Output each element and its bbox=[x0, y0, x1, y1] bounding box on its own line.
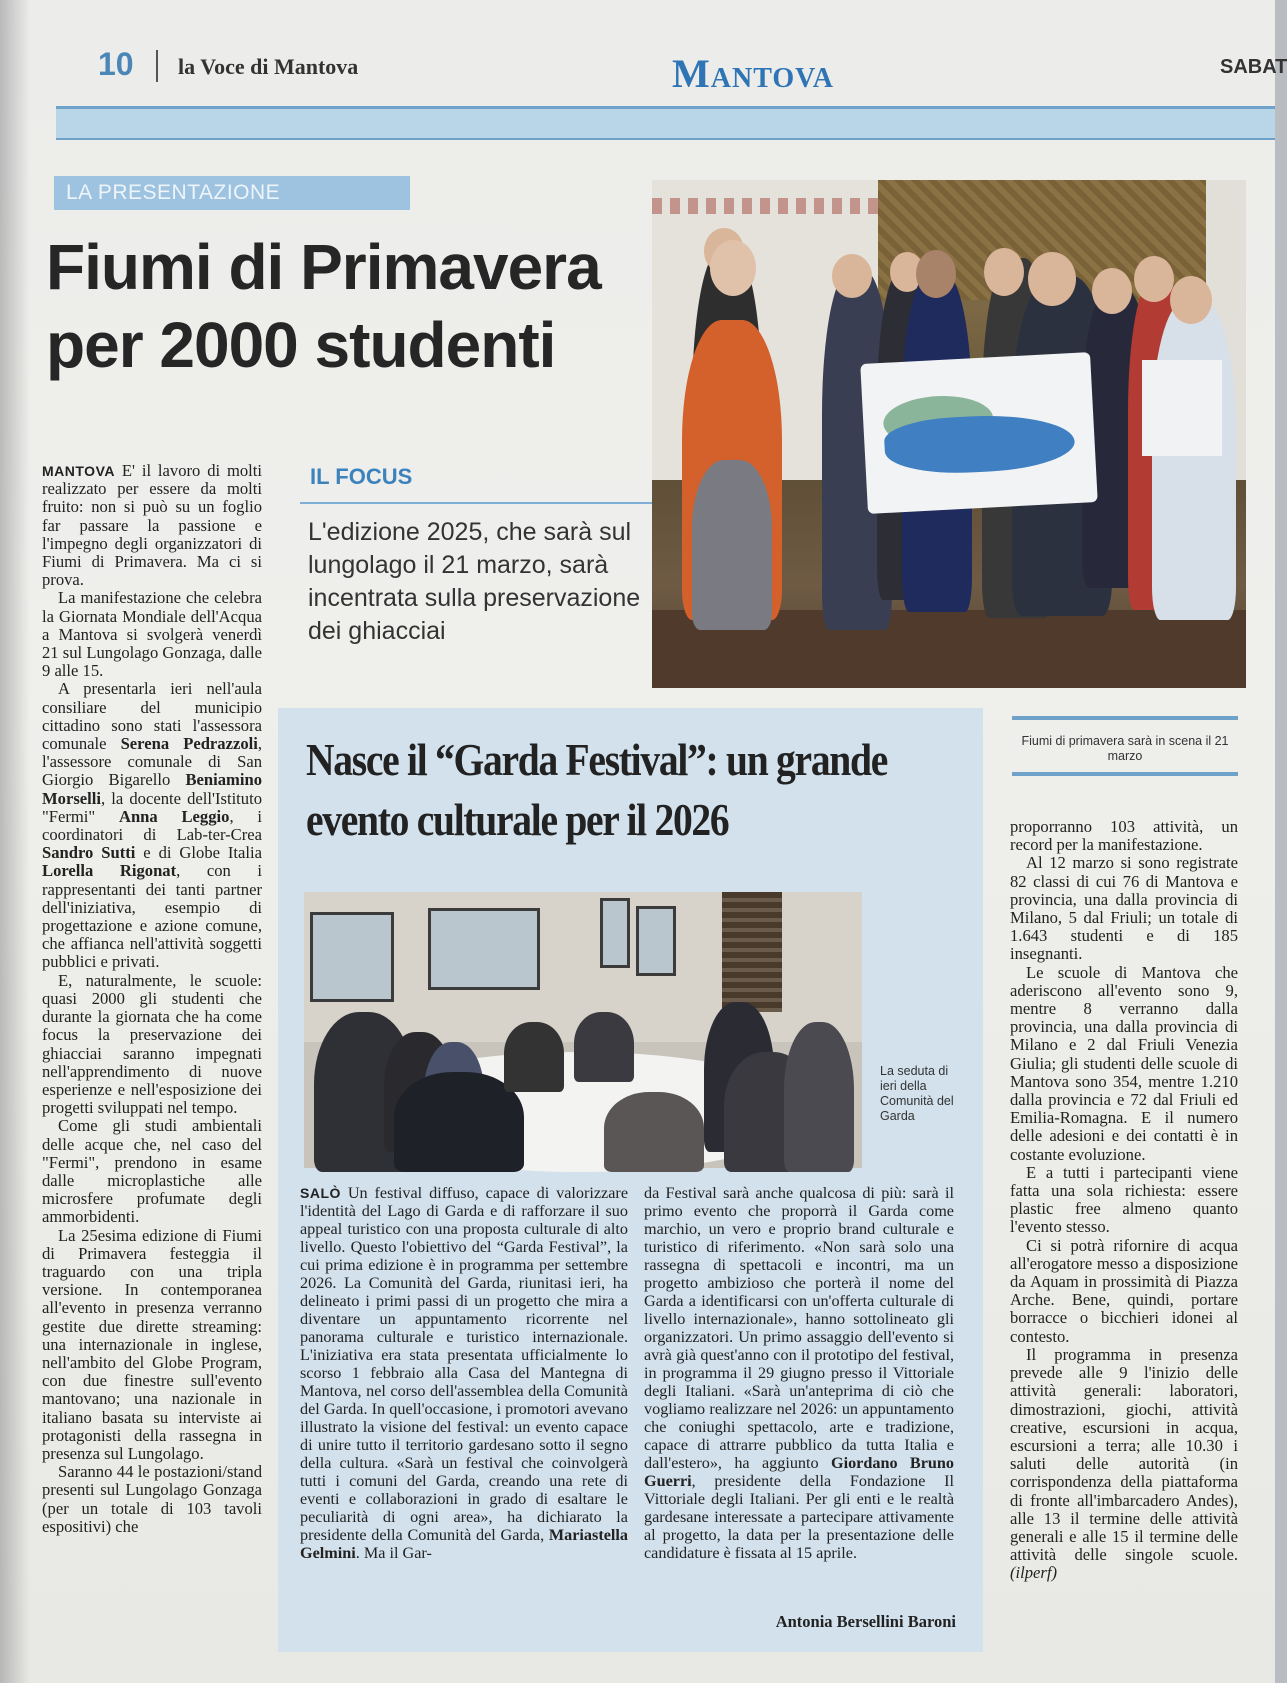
person-head bbox=[710, 240, 756, 296]
meeting-photo bbox=[304, 892, 862, 1168]
text-run: , presidente della Fondazione Il Vittoriale degli Italiani. Per gli enti e le realtà gardesane interessate a partecipare attivamente al progetto, la data per la presentazione delle candidature è fissata al 15 aprile. bbox=[644, 1472, 954, 1562]
dateline: MANTOVA bbox=[42, 463, 115, 479]
headline-line-2: per 2000 studenti bbox=[46, 309, 556, 381]
paragraph bbox=[300, 1184, 628, 1562]
paragraph: Ci si potrà rifornire di acqua all'erogatore messo a disposizione da Aquam in prossimità di Piazza Arche. Bene, quindi, portare borracce o bicchieri idonei al contesto. bbox=[1010, 1235, 1238, 1346]
newspaper-name: la Voce di Mantova bbox=[178, 54, 359, 79]
person bbox=[784, 1022, 854, 1172]
person-head bbox=[1028, 252, 1076, 306]
person-head bbox=[1092, 268, 1132, 314]
person bbox=[504, 1022, 564, 1092]
wall-map bbox=[600, 898, 630, 968]
paragraph: La manifestazione che celebra la Giornata Mondiale dell'Acqua a Mantova si svolgerà venerdì 21 sul Lungolago Gonzaga, dalle 9 alle 15. bbox=[42, 588, 262, 681]
paragraph: E a tutti i partecipanti viene fatta una sola richiesta: essere plastic free almeno quanto l'evento stesso. bbox=[1010, 1162, 1238, 1237]
person-name: Anna Leggio bbox=[118, 806, 230, 826]
paragraph: E, naturalmente, le scuole: quasi 2000 gli studenti che durante la giornata che ha come focus la preservazione dei ghiacciai saranno impegnati nell'apprendimento di nuove esperienze e nell'esposizione dei progetti sviluppati nel tempo. bbox=[42, 970, 262, 1118]
article-kicker: LA PRESENTAZIONE bbox=[54, 176, 410, 210]
header-band bbox=[56, 106, 1275, 140]
paragraph: proporranno 103 attività, un record per la manifestazione. bbox=[1010, 817, 1238, 855]
byline: Antonia Bersellini Baroni bbox=[775, 1612, 956, 1631]
paragraph bbox=[644, 1184, 954, 1562]
main-headline bbox=[46, 228, 626, 384]
text-run: , la docente dell'Istituto "Fermi" bbox=[42, 788, 262, 826]
author-signature: (ilperf) bbox=[1010, 1563, 1058, 1583]
caption-rule-top bbox=[1012, 716, 1238, 720]
paragraph: Saranno 44 le postazioni/stand presenti sul Lungolago Gonzaga (per un totale di 103 tavoli espositivi) che bbox=[42, 1462, 262, 1536]
person-name: Giordano Bruno Guerri bbox=[644, 1454, 954, 1490]
text-run: , con i rappresentanti dei tanti partner dell'iniziativa, esempio di progettazione e azione comune, che affianca nell'attività soggetti pubblici e privati. bbox=[42, 861, 263, 972]
person bbox=[1152, 300, 1236, 620]
focus-label: IL FOCUS bbox=[310, 464, 413, 489]
dateline: SALÒ bbox=[300, 1185, 341, 1201]
person-name: Serena Pedrazzoli bbox=[120, 734, 258, 754]
person bbox=[604, 1092, 704, 1172]
garda-headline-line-1: Nasce il “Garda Festival”: un grande bbox=[306, 734, 887, 785]
right-column bbox=[1010, 818, 1238, 1583]
person-name: Lorella Rigonat bbox=[42, 861, 177, 881]
person-name: Sandro Sutti bbox=[42, 843, 136, 863]
person-name: Mariastella Gelmini bbox=[300, 1526, 628, 1562]
person-head bbox=[832, 254, 872, 298]
garda-headline bbox=[306, 730, 966, 850]
garda-headline-line-2: evento culturale per il 2026 bbox=[306, 794, 729, 845]
group-photo-caption: Fiumi di primavera sarà in scena il 21 marzo bbox=[1021, 734, 1229, 763]
paragraph: Le scuole di Mantova che aderiscono all'evento sono 9, mentre 8 verranno dalla provincia, una dalla provincia di Milano e 2 dal Friuli Venezia Giulia; gli studenti delle scuole di Mantova sono 354, mentre 1.210 dalla provincia e 72 dal Friuli ed Emilia-Romagna. E il numero delle adesioni e dei contatti è in costante evoluzione. bbox=[1010, 962, 1238, 1164]
person bbox=[574, 1012, 634, 1082]
paragraph-text: E' il lavoro di molti realizzato per essere da molti fruito: non si può su un foglio far passare la passione e l'impegno degli organizzatori di Fiumi di Primavera. Ma ci si prova. bbox=[42, 461, 262, 590]
focus-text: L'edizione 2025, che sarà sul lungolago il 21 marzo, sarà incentrata sulla preservazione dei ghiacciai bbox=[308, 518, 641, 645]
paragraph: Al 12 marzo si sono registrate 82 classi di cui 76 di Mantova e provincia, una dalla provincia di Milano, 5 dal Friuli; un totale di 1.643 studenti e di 185 insegnanti. bbox=[1010, 853, 1238, 964]
text-run: A presentarla ieri nell'aula consiliare del municipio cittadino sono stati l'assessora comunale bbox=[42, 679, 262, 754]
event-poster-small bbox=[1142, 360, 1222, 456]
caption-rule-bottom bbox=[1012, 772, 1238, 776]
text-run: da Festival sarà anche qualcosa di più: sarà il primo evento che proporrà il Garda come marchio, un vero e proprio brand culturale e turistico di riferimento. «Non sarà solo una rassegna di spettacoli e incontri, ma un progetto ambizioso che porterà il nome del Garda a identificarsi con un'offerta culturale di livello internazionale», hanno sottolineato gli organizzatori. Un primo assaggio dell'evento si avrà già quest'anno con il prototipo del festival, in programma il 29 giugno presso il Vittoriale degli Italiani. «Sarà un'anteprima di ciò che vogliamo realizzare nel 2026: un appuntamento che coniughi spettacolo, arte e tradizione, capace di attrarre pubblico da tutta Italia e dall'estero», ha aggiunto bbox=[644, 1184, 954, 1472]
date-fragment: SABAT bbox=[1220, 56, 1287, 78]
greek-frieze bbox=[652, 198, 878, 214]
paragraph: La 25esima edizione di Fiumi di Primavera festeggia il traguardo con una tripla versione. In contemporanea all'evento in presenza verranno gestite due dirette streaming: una internazionale in inglese, nell'ambito del Globe Program, con due finestre sull'evento mantovano; una nazionale in italiano basata su interviste ai protagonisti della rassegna in presenza sul Lungolago. bbox=[42, 1225, 262, 1463]
text-run: Il programma in presenza prevede alle 9 l'inizio delle attività generali: laboratori, dimostrazioni, giochi, attività creative, escursioni in acqua, escursioni a terra; alle 10.30 i saluti delle autorità (in corrispondenza della piattaforma di fronte all'imbarcadero Andes), alle 13 il termine delle attività generali e alle 15 il termine delle attività delle singole scuole. bbox=[1010, 1344, 1238, 1565]
person-head bbox=[1134, 256, 1174, 302]
group-photo bbox=[652, 180, 1246, 688]
page-shadow bbox=[0, 0, 30, 1683]
person-head bbox=[1170, 276, 1212, 324]
text-run: , l'assessore comunale di San Giorgio Bigarello bbox=[42, 734, 262, 790]
paragraph bbox=[1010, 1346, 1238, 1583]
window-blind bbox=[722, 892, 782, 1012]
section-title: Mantova bbox=[672, 51, 834, 96]
focus-rule bbox=[300, 502, 652, 504]
wall-map bbox=[636, 906, 676, 976]
person-name: Beniamino Morselli bbox=[42, 770, 262, 808]
wall-map bbox=[310, 912, 394, 1002]
text-run: . Ma il Gar- bbox=[355, 1544, 432, 1562]
text-run: , i coordinatori di Lab-ter-Crea bbox=[42, 806, 262, 845]
main-article-column bbox=[42, 462, 262, 1536]
masthead-divider bbox=[156, 50, 158, 82]
paragraph: Come gli studi ambientali delle acque che, nel caso del "Fermi", prendono in esame dalle microplastiche alle microsfere profumate degli ammorbidenti. bbox=[42, 1116, 262, 1227]
person-head bbox=[916, 250, 956, 298]
paragraph bbox=[42, 462, 262, 589]
headline-line-1: Fiumi di Primavera bbox=[46, 231, 601, 303]
wall-map bbox=[428, 908, 540, 990]
person-trousers bbox=[692, 460, 772, 630]
person-head bbox=[984, 248, 1024, 296]
text-run: e di Globe Italia bbox=[135, 843, 262, 863]
text-run: Un festival diffuso, capace di valorizzare l'identità del Lago di Garda e di rafforzare il suo appeal turistico con una proposta culturale di alto livello. Questo l'obiettivo del “Garda Festival”, la cui prima edizione è in programma per settembre 2026. La Comunità del Garda, riunitasi ieri, ha delineato i primi passi di un progetto che mira a diventare un appuntamento ricorrente nel panorama culturale e turistico internazionale. L'iniziativa era stata presentata ufficialmente lo scorso 1 febbraio alla Casa del Mantegna di Mantova, nel corso dell'assemblea della Comunità del Garda. In quell'occasione, i promotori avevano illustrato la visione del festival: un evento capace di unire tutto il territorio gardesano sotto il segno della cultura. «Sarà un festival che coinvolgerà tutti i comuni del Garda, creando una rete di eventi e collaborazioni in grado di esaltare le peculiarità di ogni area», ha dichiarato la presidente della Comunità del Garda, bbox=[300, 1184, 629, 1544]
page-number: 10 bbox=[98, 46, 134, 82]
paragraph bbox=[42, 680, 262, 971]
garda-column-2 bbox=[644, 1184, 954, 1562]
garda-column-1 bbox=[300, 1184, 628, 1562]
meeting-photo-caption: La seduta di ieri della Comunità del Garda bbox=[880, 1064, 954, 1123]
event-poster-banner bbox=[860, 352, 1098, 514]
